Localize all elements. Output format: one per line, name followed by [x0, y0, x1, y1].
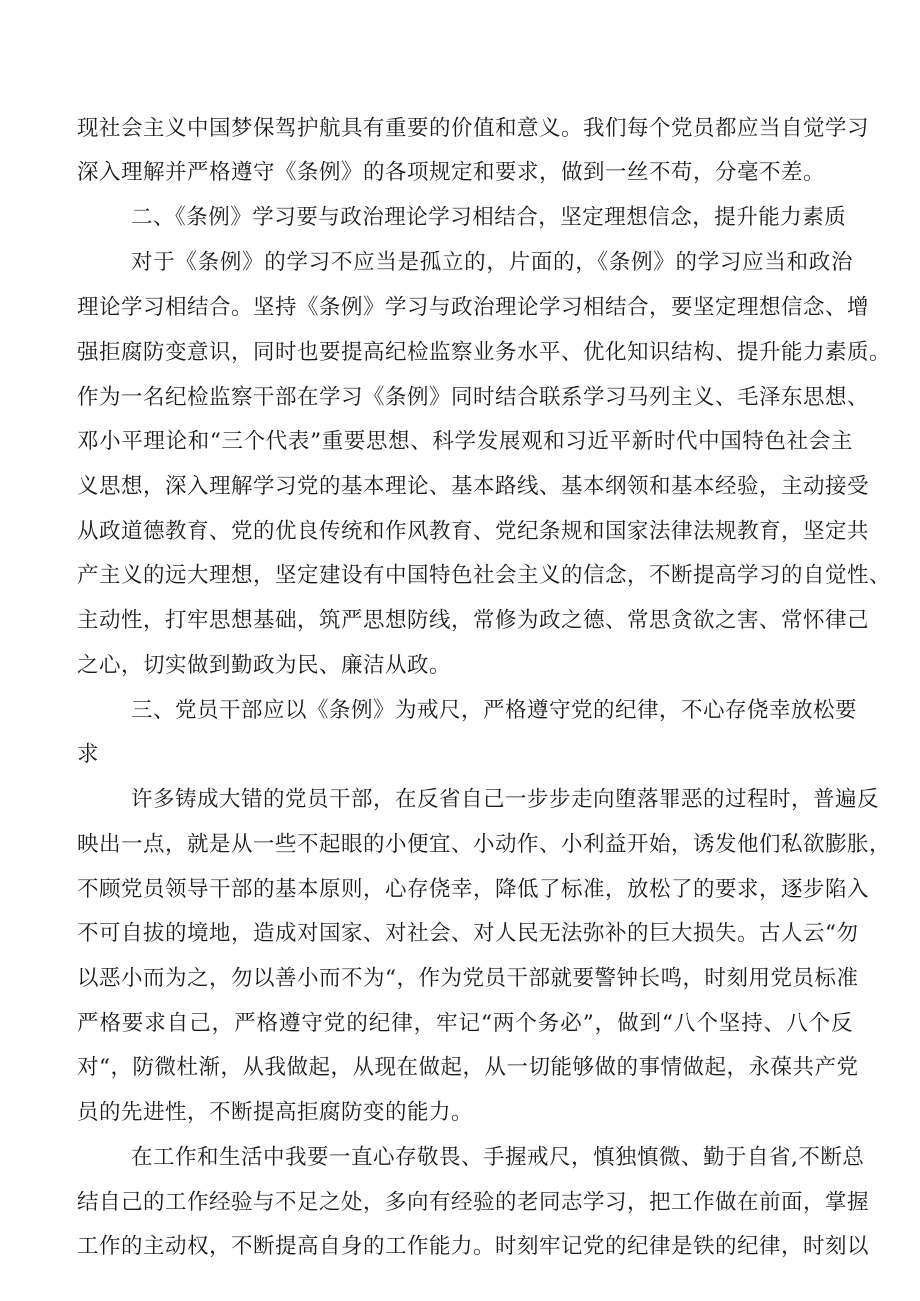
body-text-line: 许多铸成大错的党员干部，在反省自己一步步走向堕落罪恶的过程时，普遍反 — [131, 787, 880, 812]
body-text-line: 不顾党员领导干部的基本原则，心存侥幸，降低了标准，放松了的要求，逐步陷入 — [77, 877, 870, 902]
body-text-line: 主动性，打牢思想基础，筑严思想防线，常修为政之德、常思贪欲之害、常怀律己 — [77, 608, 870, 633]
body-text-line: 义思想，深入理解学习党的基本理论、基本路线、基本纲领和基本经验，主动接受 — [77, 474, 870, 499]
body-text-line: 强拒腐防变意识，同时也要提高纪检监察业务水平、优化知识结构、提升能力素质。 — [77, 340, 892, 365]
body-text-line: 对“，防微杜渐，从我做起，从现在做起，从一切能够做的事情做起，永葆共产党 — [77, 1055, 859, 1080]
body-text-line: 邓小平理论和“三个代表”重要思想、科学发展观和习近平新时代中国特色社会主 — [77, 429, 853, 454]
section-heading-3: 三、党员干部应以《条例》为戒尺，严格遵守党的纪律，不心存侥幸放松要 — [131, 698, 858, 723]
body-text-line: 严格要求自己，严格遵守党的纪律，牢记“两个务必”，做到“八个坚持、八个反 — [77, 1011, 853, 1036]
section-heading-2: 二、《条例》学习要与政治理论学习相结合，坚定理想信念，提升能力素质 — [131, 205, 847, 230]
body-text-line: 现社会主义中国梦保驾护航具有重要的价值和意义。我们每个党员都应当自觉学习 — [77, 116, 870, 141]
body-text-line: 深入理解并严格遵守《条例》的各项规定和要求，做到一丝不苟，分毫不差。 — [77, 160, 826, 185]
body-text-line: 之心，切实做到勤政为民、廉洁从政。 — [77, 653, 452, 678]
body-text-line: 在工作和生活中我要一直心存敬畏、手握戒尺，慎独慎微、勤于自省,不断总 — [131, 1145, 865, 1170]
body-text-line: 员的先进性，不断提高拒腐防变的能力。 — [77, 1100, 474, 1125]
body-text-line: 映出一点，就是从一些不起眼的小便宜、小动作、小利益开始，诱发他们私欲膨胀， — [77, 832, 892, 857]
body-text-line: 结自己的工作经验与不足之处，多向有经验的老同志学习，把工作做在前面，掌握 — [77, 1190, 870, 1215]
body-text-line: 理论学习相结合。坚持《条例》学习与政治理论学习相结合，要坚定理想信念、增 — [77, 295, 870, 320]
body-text-line: 对于《条例》的学习不应当是孤立的，片面的，《条例》的学习应当和政治 — [131, 250, 853, 275]
body-text-line: 作为一名纪检监察干部在学习《条例》同时结合联系学习马列主义、毛泽东思想、 — [77, 385, 870, 410]
body-text-line: 产主义的远大理想，坚定建设有中国特色社会主义的信念，不断提高学习的自觉性、 — [77, 563, 892, 588]
section-heading-3-continued: 求 — [77, 742, 100, 767]
body-text-line: 工作的主动权，不断提高自身的工作能力。时刻牢记党的纪律是铁的纪律，时刻以 — [77, 1234, 870, 1259]
body-text-line: 不可自拔的境地，造成对国家、对社会、对人民无法弥补的巨大损失。古人云“勿 — [77, 921, 859, 946]
body-text-line: 从政道德教育、党的优良传统和作风教育、党纪条规和国家法律法规教育，坚定共 — [77, 519, 870, 544]
body-text-line: 以恶小而为之，勿以善小而不为“，作为党员干部就要警钟长鸣，时刻用党员标准 — [77, 966, 859, 991]
